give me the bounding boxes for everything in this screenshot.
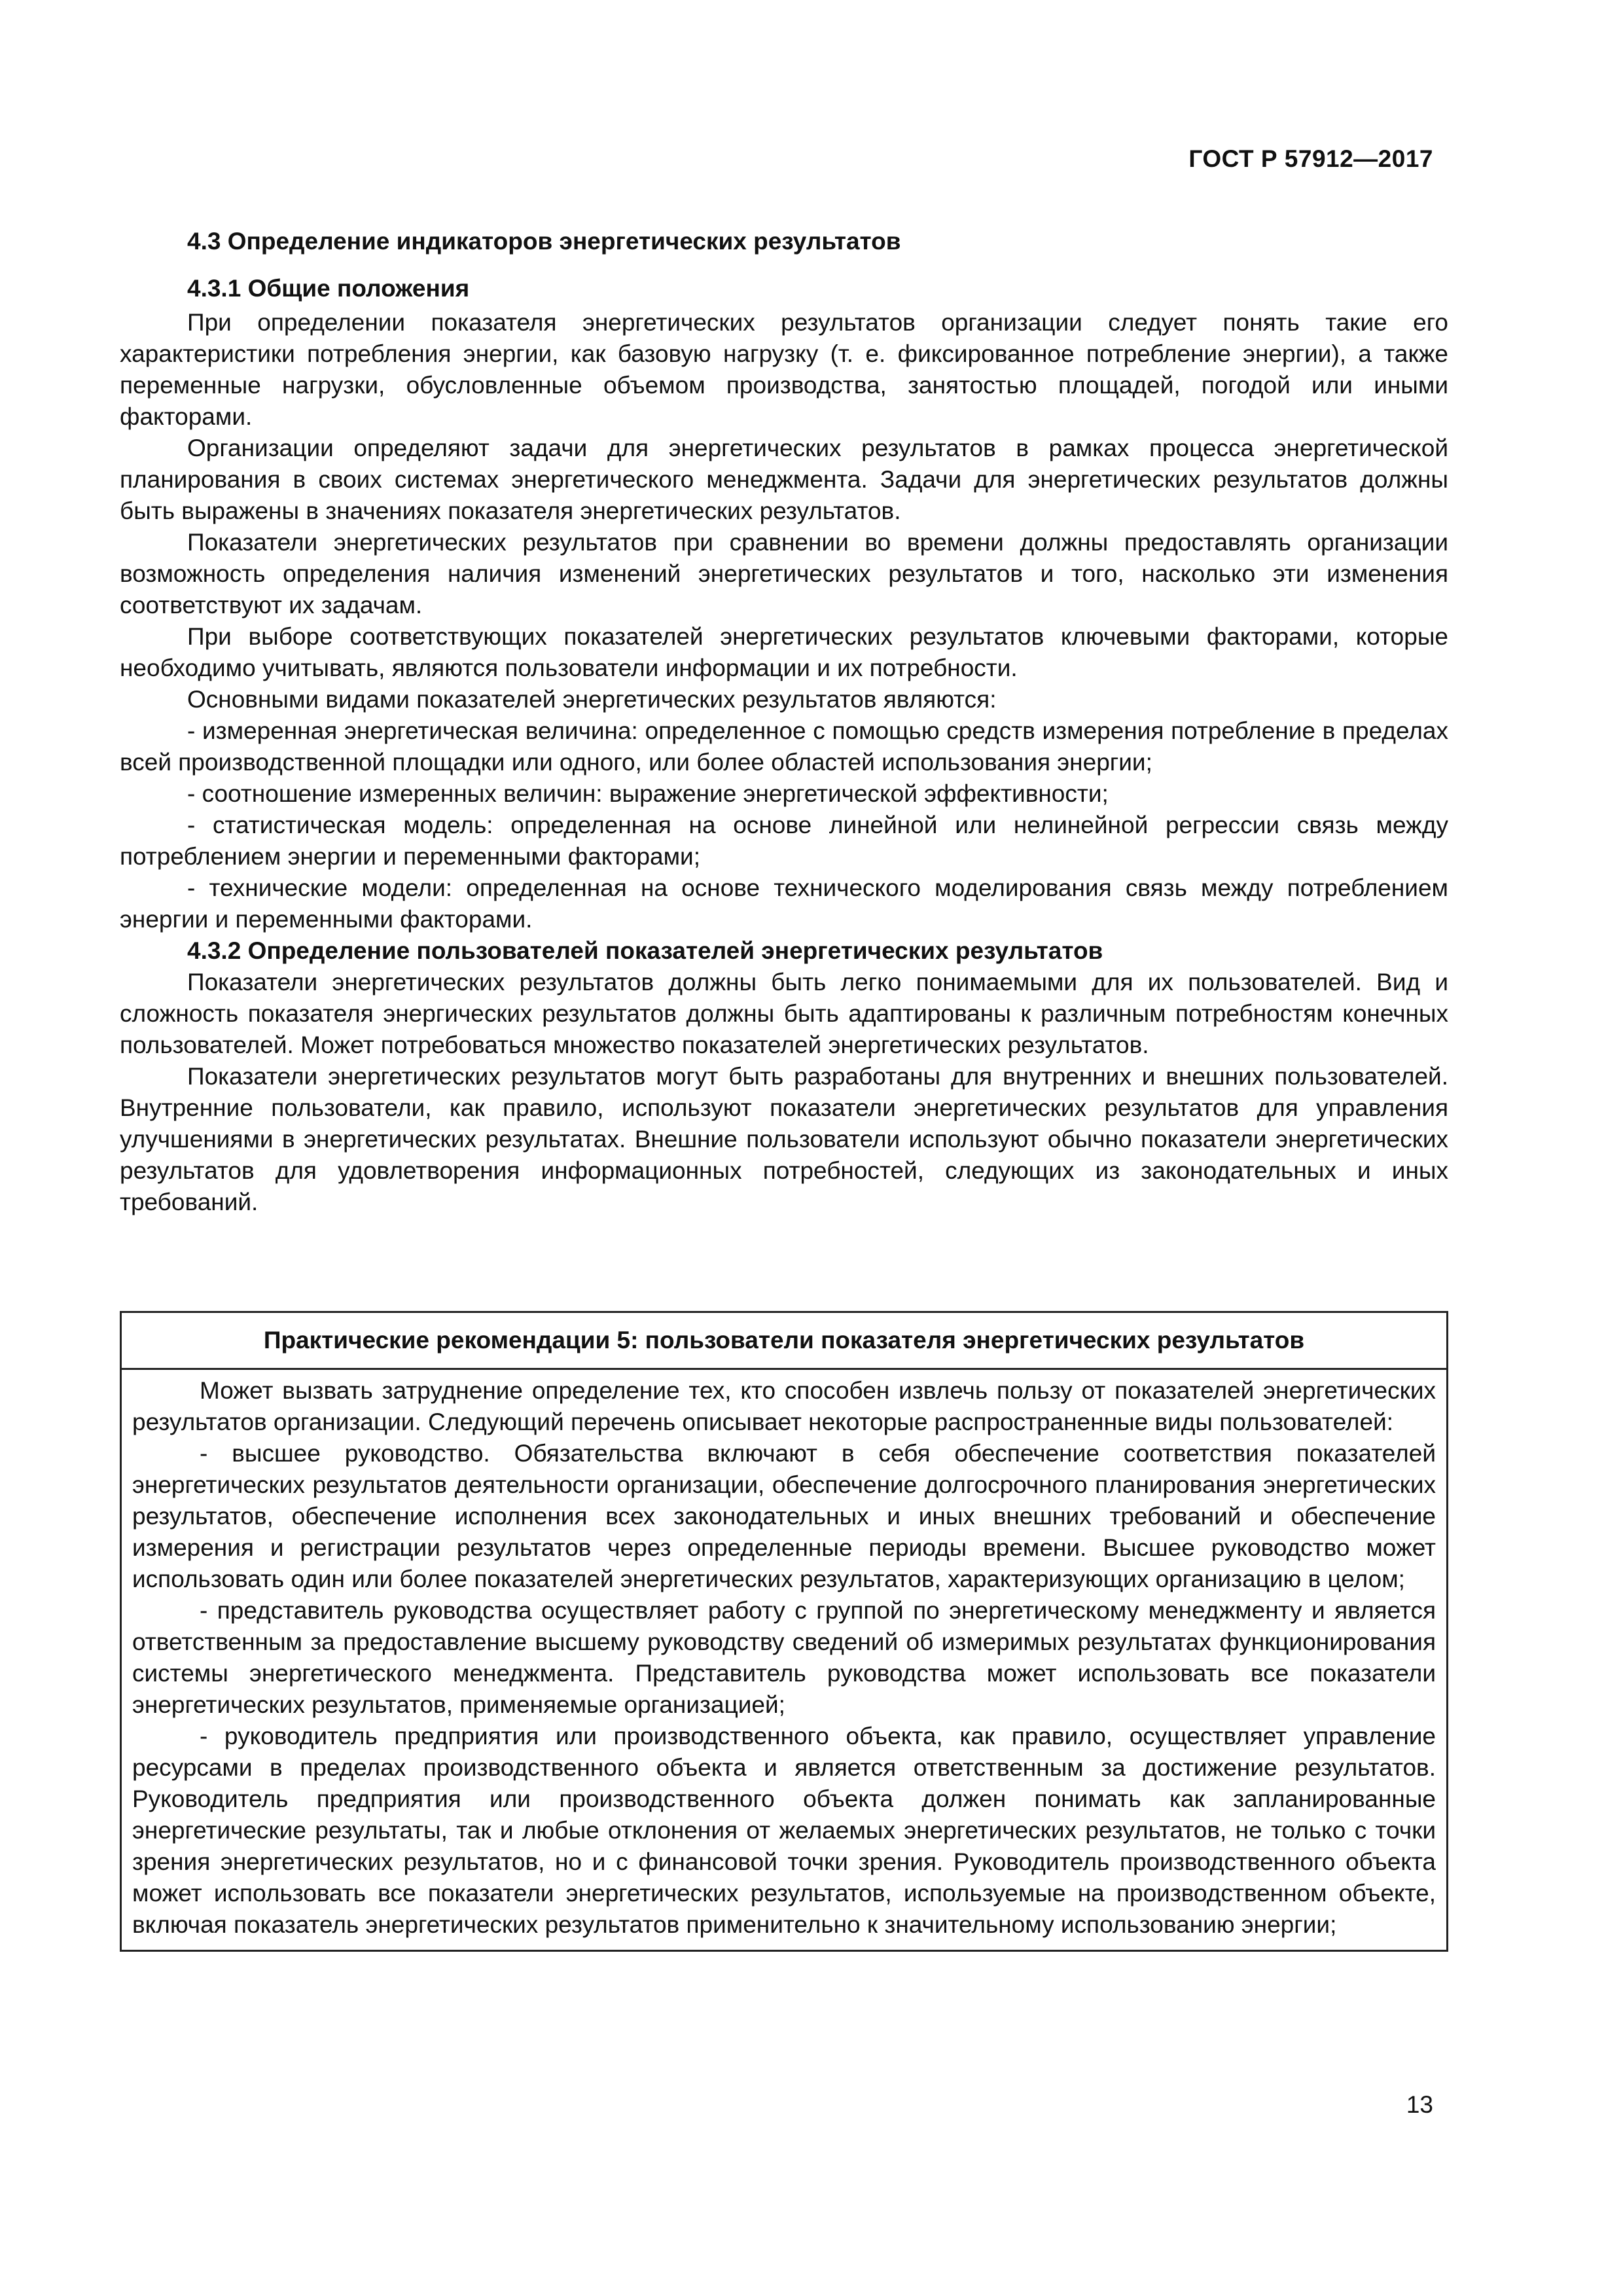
recommendation-paragraph: Может вызвать затруднение определение тех, кто способен извлечь пользу от показателей энергетических результатов организации. Следующий перечень описывает некоторые распространенные виды пользователей: (132, 1377, 1436, 1435)
paragraph: Организации определяют задачи для энергетических результатов в рамках процесса энергетической планирования в своих системах энергетического менеджмента. Задачи для энергетических результатов должны быть выражены в значениях показателя энергетических результатов. (120, 435, 1448, 524)
main-content (120, 226, 1448, 1218)
recommendation-body (122, 1370, 1446, 1950)
paragraph: Показатели энергетических результатов при сравнении во времени должны предоставлять организации возможность определения наличия изменений энергетических результатов и того, насколько эти изменения соответствуют их задачам. (120, 529, 1448, 619)
recommendation-title: Практические рекомендации 5: пользователи показателя энергетических результатов (122, 1313, 1446, 1370)
recommendation-paragraph: - руководитель предприятия или производственного объекта, как правило, осуществляет управление ресурсами в пределах производственного объекта и является ответственным за достижение результатов. Руководитель предприятия или производственного объекта должен понимать как запланированные энергетические результаты, так и любые отклонения от желаемых энергетических результатов, не только с точки зрения энергетических результатов, но и с финансовой точки зрения. Руководитель производственного объекта может использовать все показатели энергетических результатов, используемые на производственном объекте, включая показатель энергетических результатов применительно к значительному использованию энергии; (132, 1723, 1436, 1938)
recommendation-paragraph: - высшее руководство. Обязательства включают в себя обеспечение соответствия показателей энергетических результатов деятельности организации, обеспечение долгосрочного планирования энергетических результатов, обеспечение исполнения всех законодательных и иных внешних требований и обеспечение измерения и регистрации результатов через определенные периоды времени. Высшее руководство может использовать один или более показателей энергетических результатов, характеризующих организацию в целом; (132, 1440, 1436, 1592)
subsection-title-4-3-2: 4.3.2 Определение пользователей показателей энергетических результатов (187, 937, 1103, 964)
subsection-title-4-3-1: 4.3.1 Общие положения (187, 275, 470, 302)
paragraph: Основными видами показателей энергетических результатов являются: (187, 686, 997, 713)
paragraph: При определении показателя энергетических результатов организации следует понять такие его характеристики потребления энергии, как базовую нагрузку (т. е. фиксированное потребление энергии), а также переменные нагрузки, обусловленные объемом производства, занятостью площадей, погодой или иными факторами. (120, 309, 1448, 430)
list-item: - измеренная энергетическая величина: определенное с помощью средств измерения потребление в пределах всей производственной площадки или одного, или более областей использования энергии; (120, 717, 1448, 776)
list-item: - статистическая модель: определенная на основе линейной или нелинейной регрессии связь между потреблением энергии и переменными факторами; (120, 812, 1448, 870)
document-code: ГОСТ Р 57912—2017 (1188, 145, 1433, 172)
paragraph: Показатели энергетических результатов должны быть легко понимаемыми для их пользователей. Вид и сложность показателя энергических результатов должны быть адаптированы к различным потребностям конечных пользователей. Может потребоваться множество показателей энергетических результатов. (120, 969, 1448, 1058)
list-item: - соотношение измеренных величин: выражение энергетической эффективности; (187, 780, 1109, 807)
recommendation-paragraph: - представитель руководства осуществляет работу с группой по энергетическому менеджменту и является ответственным за предоставление высшему руководству сведений об измеримых результатах функционирования системы энергетического менеджмента. Представитель руководства может использовать все показатели энергетических результатов, применяемые организацией; (132, 1597, 1436, 1718)
paragraph: Показатели энергетических результатов могут быть разработаны для внутренних и внешних пользователей. Внутренние пользователи, как правило, используют показатели энергетических результатов для управления улучшениями в энергетических результатах. Внешние пользователи используют обычно показатели энергетических результатов для удовлетворения информационных потребностей, следующих из законодательных и иных требований. (120, 1063, 1448, 1215)
list-item: - технические модели: определенная на основе технического моделирования связь между потреблением энергии и переменными факторами. (120, 874, 1448, 933)
paragraph: При выборе соответствующих показателей энергетических результатов ключевыми факторами, которые необходимо учитывать, являются пользователи информации и их потребности. (120, 623, 1448, 681)
page-number: 13 (1406, 2091, 1433, 2118)
section-title: 4.3 Определение индикаторов энергетических результатов (187, 228, 901, 255)
recommendation-box (120, 1311, 1448, 1952)
